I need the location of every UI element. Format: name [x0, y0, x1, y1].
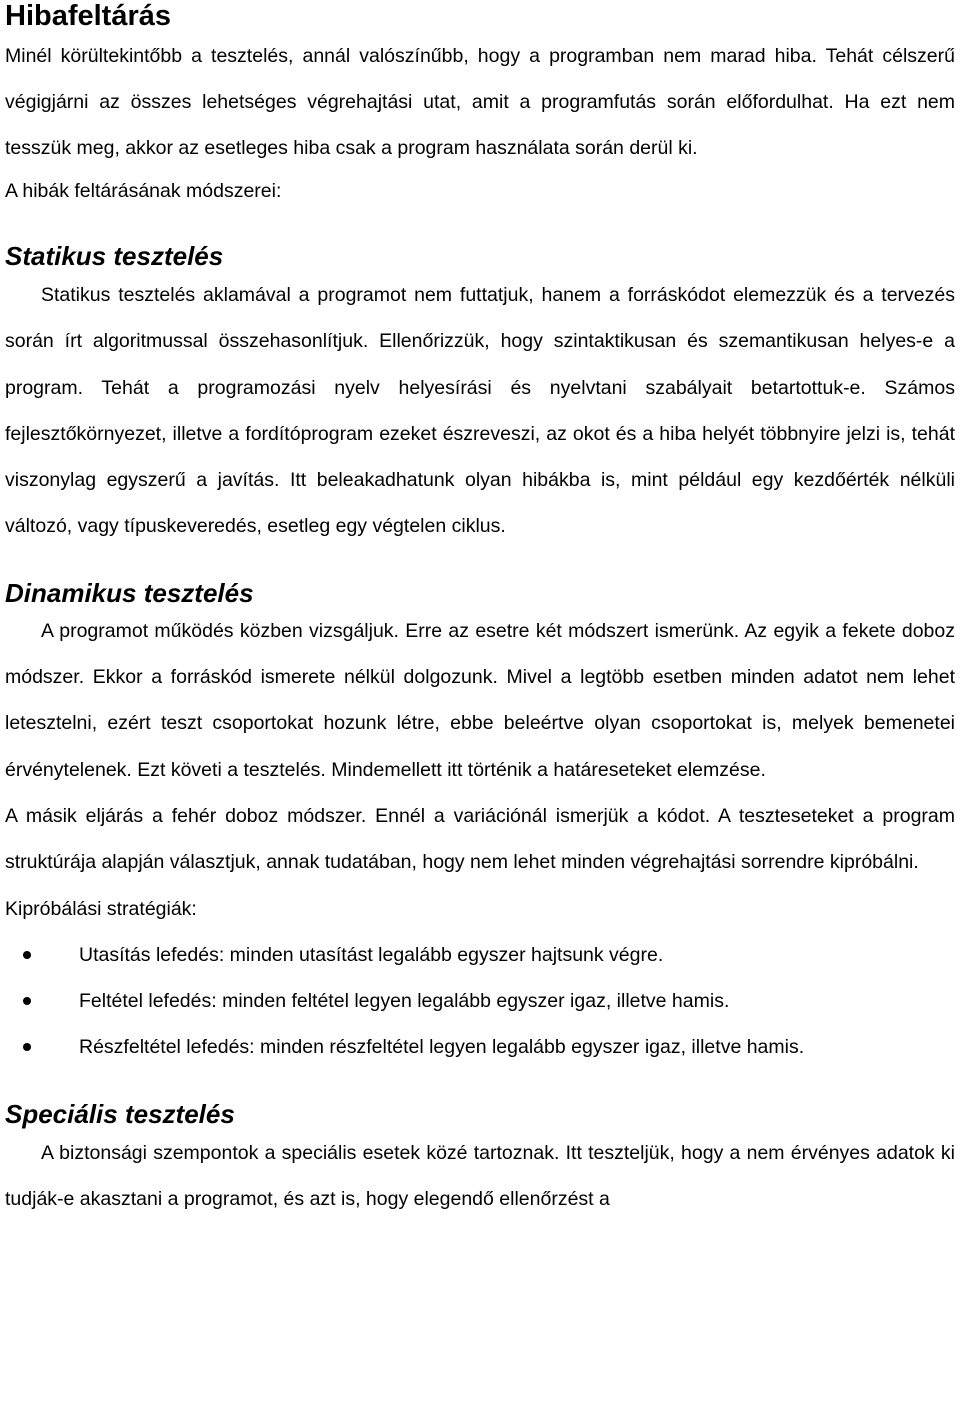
bullet-icon — [23, 951, 31, 959]
bullet-icon — [23, 1043, 31, 1051]
intro-paragraph: Minél körültekintőbb a tesztelés, annál valószínűbb, hogy a programban nem marad hiba. Tehát célszerű végigjárni az összes lehetséges végrehajtási utat, amit a programfutás során előfordulhat. Ha ezt nem tesszük meg, akkor az esetleges hiba csak a program használata során derül ki. — [5, 45, 955, 159]
list-item: Részfeltétel lefedés: minden részfeltétel legyen legalább egyszer igaz, illetve hamis. — [5, 1024, 955, 1070]
dynamic-testing-paragraph-2: A másik eljárás a fehér doboz módszer. Ennél a variációnál ismerjük a kódot. A teszteseteket a program struktúrája alapján választjuk, annak tudatában, hogy nem lehet minden végrehajtási sorrendre kipróbálni. — [5, 804, 955, 874]
page-title: Hibafeltárás — [5, 0, 172, 32]
static-testing-heading: Statikus tesztelés — [5, 241, 224, 271]
strategies-list — [5, 932, 955, 1071]
document — [5, 0, 955, 1222]
list-item: Utasítás lefedés: minden utasítást legalább egyszer hajtsunk végre. — [5, 932, 955, 978]
dynamic-testing-paragraph-1: A programot működés közben vizsgáljuk. Erre az esetre két módszert ismerünk. Az egyik a fekete doboz módszer. Ekkor a forráskód ismerete nélkül dolgozunk. Mivel a legtöbb esetben minden adatot nem lehet letesztelni, ezért teszt csoportokat hozunk létre, ebbe beleértve olyan csoportokat is, melyek bemenetei érvénytelenek. Ezt követi a tesztelés. Mindemellett itt történik a határeseteket elemzése. — [5, 619, 955, 781]
methods-label: A hibák feltárásának módszerei: — [5, 180, 282, 202]
strategies-label: Kipróbálási stratégiák: — [5, 897, 197, 920]
bullet-icon — [23, 997, 31, 1005]
list-item: Feltétel lefedés: minden feltétel legyen legalább egyszer igaz, illetve hamis. — [5, 978, 955, 1024]
special-testing-paragraph: A biztonsági szempontok a speciális esetek közé tartoznak. Itt teszteljük, hogy a nem érvényes adatok ki tudják-e akasztani a programot, és azt is, hogy elegendő ellenőrzést a — [5, 1141, 955, 1211]
static-testing-paragraph: Statikus tesztelés aklamával a programot nem futtatjuk, hanem a forráskódot elemezzük és a tervezés során írt algoritmussal összehasonlítjuk. Ellenőrizzük, hogy szintaktikusan és szemantikusan helyes-e a program. Tehát a programozási nyelv helyesírási és nyelvtani szabályait betartottuk-e. Számos fejlesztőkörnyezet, illetve a fordítóprogram ezeket észreveszi, az okot és a hiba helyét többnyire jelzi is, tehát viszonylag egyszerű a javítás. Itt beleakadhatunk olyan hibákba is, mint például egy kezdőérték nélküli változó, vagy típuskeveredés, esetleg egy végtelen ciklus. — [5, 284, 955, 538]
special-testing-heading: Speciális tesztelés — [5, 1098, 235, 1129]
dynamic-testing-heading: Dinamikus tesztelés — [5, 577, 254, 608]
